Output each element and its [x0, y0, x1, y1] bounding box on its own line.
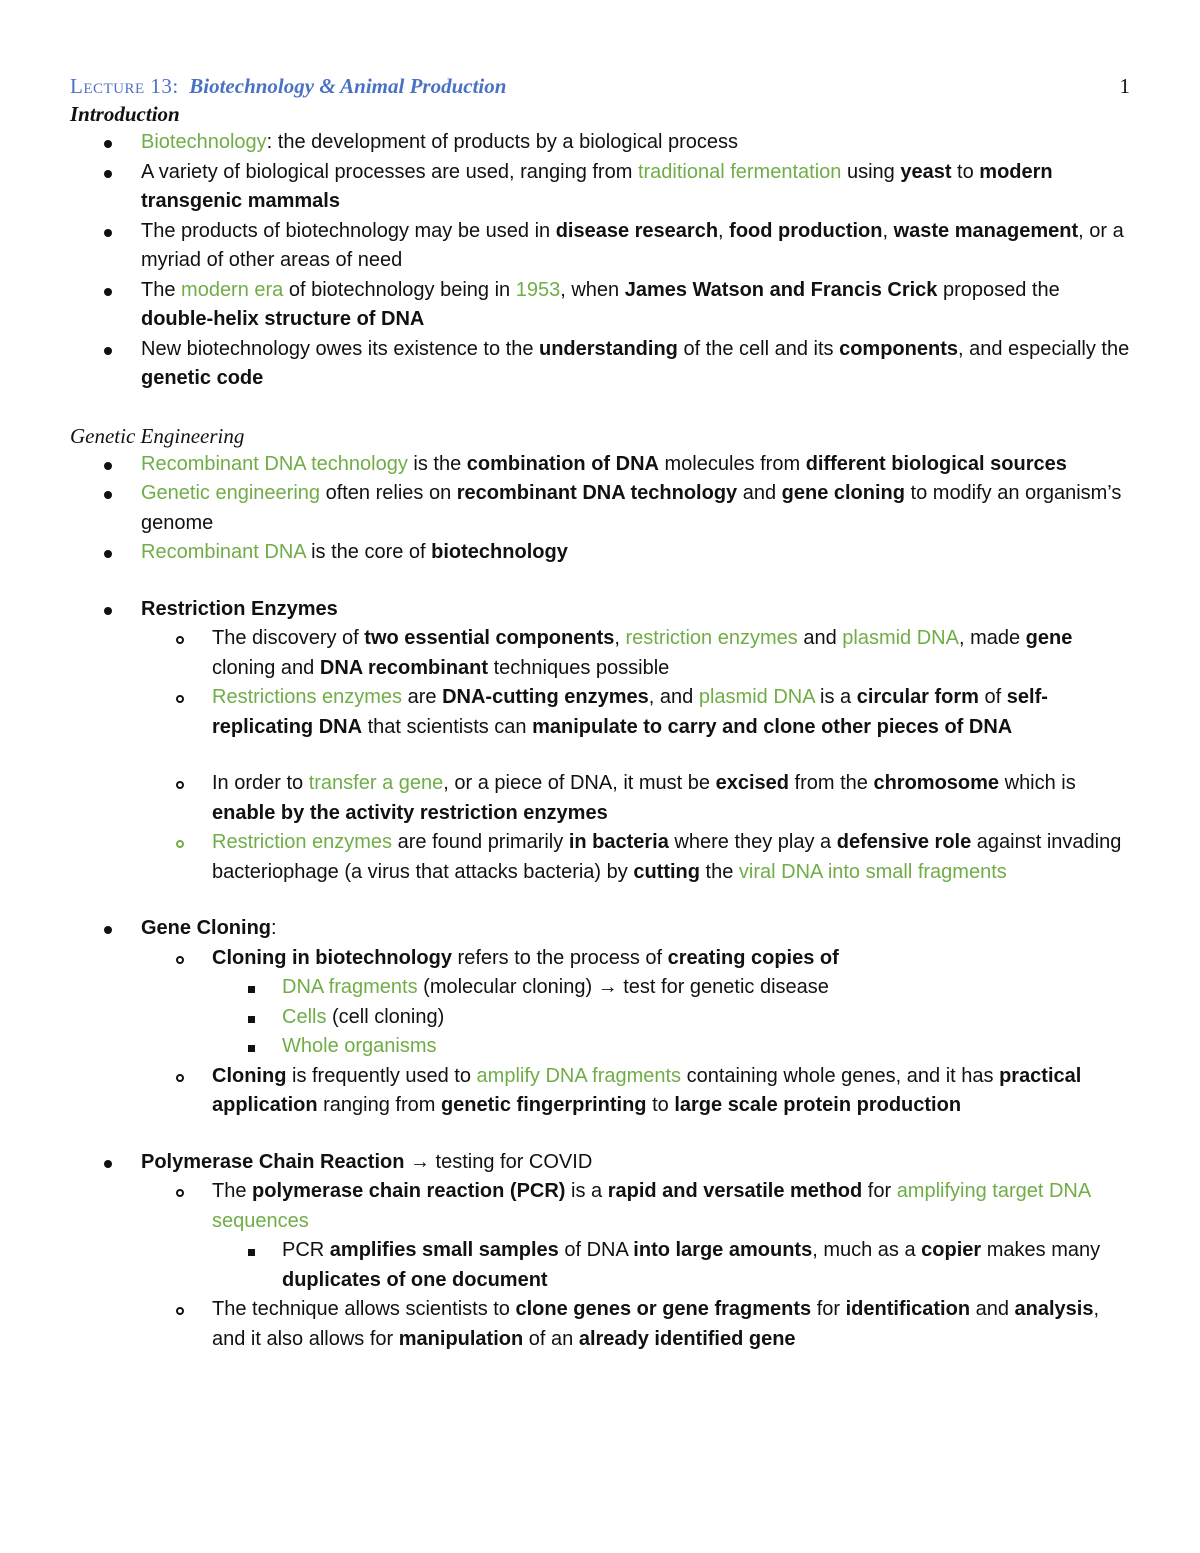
list-item: A variety of biological processes are used, ranging from traditional fermentation using yeast to modern transgenic mammals	[70, 158, 1130, 217]
list-item: In order to transfer a gene, or a piece of DNA, it must be excised from the chromosome which is enable by the activity restriction enzymes	[70, 769, 1130, 828]
list-item: Recombinant DNA technology is the combination of DNA molecules from different biological sources	[70, 450, 1130, 480]
pcr-detail-sublist	[70, 1236, 1130, 1295]
cloning-types-sublist	[70, 973, 1130, 1062]
circle-bullet-icon	[176, 944, 184, 974]
bullet-icon	[104, 1148, 112, 1178]
list-item: Restrictions enzymes are DNA-cutting enzymes, and plasmid DNA is a circular form of self-replicating DNA that scientists can manipulate to carry and clone other pieces of DNA	[70, 683, 1130, 742]
circle-bullet-icon	[176, 683, 184, 713]
restriction-enzymes-sublist	[70, 624, 1130, 887]
list-item: Gene Cloning: Cloning in biotechnology refers to the process of creating copies of DNA fragments (molecular cloning) → test for genetic disease Cells (cell cloning) Whole organisms Cloning is frequently used to amplify DNA fragments containing whole genes, and it has practical application ranging from genetic fingerprinting to large scale protein production	[70, 914, 1130, 1121]
lecture-label: Lecture 13:	[70, 74, 179, 98]
circle-bullet-icon	[176, 1177, 184, 1207]
lecture-title	[70, 72, 1130, 100]
list-item: DNA fragments (molecular cloning) → test for genetic disease	[70, 973, 1130, 1003]
introduction-list	[70, 128, 1130, 394]
genetic-engineering-list	[70, 450, 1130, 568]
bullet-icon	[104, 914, 112, 944]
square-bullet-icon	[248, 1032, 255, 1062]
list-item: Genetic engineering often relies on recombinant DNA technology and gene cloning to modify an organism’s genome	[70, 479, 1130, 538]
circle-bullet-icon	[176, 1295, 184, 1325]
bullet-icon	[104, 217, 112, 247]
list-item: Biotechnology: the development of products by a biological process	[70, 128, 1130, 158]
page-number: 1	[1119, 74, 1130, 98]
spacer	[70, 568, 1130, 595]
list-item: PCR amplifies small samples of DNA into large amounts, much as a copier makes many duplicates of one document	[70, 1236, 1130, 1295]
lecture-subtitle: Biotechnology & Animal Production	[189, 74, 507, 98]
list-item: Restriction enzymes are found primarily in bacteria where they play a defensive role against invading bacteriophage (a virus that attacks bacteria) by cutting the viral DNA into small fragments	[70, 828, 1130, 887]
spacer	[70, 742, 1130, 769]
section-heading-introduction: Introduction	[70, 102, 180, 126]
restriction-enzymes-list	[70, 595, 1130, 888]
list-item: Cloning in biotechnology refers to the process of creating copies of DNA fragments (molecular cloning) → test for genetic disease Cells (cell cloning) Whole organisms	[70, 944, 1130, 1062]
section-heading-genetic-engineering: Genetic Engineering	[70, 423, 245, 448]
pcr-list	[70, 1148, 1130, 1355]
list-item: New biotechnology owes its existence to the understanding of the cell and its components, and especially the genetic code	[70, 335, 1130, 394]
list-item: Whole organisms	[70, 1032, 1130, 1062]
circle-bullet-icon	[176, 769, 184, 799]
bullet-icon	[104, 538, 112, 568]
list-item: The products of biotechnology may be used in disease research, food production, waste management, or a myriad of other areas of need	[70, 217, 1130, 276]
gene-cloning-list	[70, 914, 1130, 1121]
list-item: Cloning is frequently used to amplify DNA fragments containing whole genes, and it has practical application ranging from genetic fingerprinting to large scale protein production	[70, 1062, 1130, 1121]
bullet-icon	[104, 128, 112, 158]
circle-bullet-icon	[176, 624, 184, 654]
pcr-sublist	[70, 1177, 1130, 1354]
bullet-icon	[104, 276, 112, 306]
list-item: The discovery of two essential components, restriction enzymes and plasmid DNA, made gene cloning and DNA recombinant techniques possible	[70, 624, 1130, 683]
gene-cloning-sublist	[70, 944, 1130, 1121]
bullet-icon	[104, 479, 112, 509]
list-item: Polymerase Chain Reaction → testing for COVID The polymerase chain reaction (PCR) is a rapid and versatile method for amplifying target DNA sequences PCR amplifies small samples of DNA into large amounts, much as a copier makes many duplicates of one document The technique allows scientists to clone genes or gene fragments for identification and analysis, and it also allows for manipulation of an already identified gene	[70, 1148, 1130, 1355]
bullet-icon	[104, 158, 112, 188]
list-item: Restriction Enzymes The discovery of two essential components, restriction enzymes and plasmid DNA, made gene cloning and DNA recombinant techniques possible Restrictions enzymes are DNA-cutting enzymes, and plasmid DNA is a circular form of self-replicating DNA that scientists can manipulate to carry and clone other pieces of DNA In order to transfer a gene, or a piece of DNA, it must be excised from the chromosome which is enable by the activity restriction enzymes Restriction enzymes are found primarily in bacteria where they play a defensive role against invading bacteriophage (a virus that attacks bacteria) by cutting the viral DNA into small fragments	[70, 595, 1130, 888]
list-item: The polymerase chain reaction (PCR) is a rapid and versatile method for amplifying target DNA sequences PCR amplifies small samples of DNA into large amounts, much as a copier makes many duplicates of one document	[70, 1177, 1130, 1295]
list-item: Recombinant DNA is the core of biotechnology	[70, 538, 1130, 568]
bullet-icon	[104, 450, 112, 480]
list-item: Cells (cell cloning)	[70, 1003, 1130, 1033]
circle-bullet-icon	[176, 1062, 184, 1092]
square-bullet-icon	[248, 973, 255, 1003]
square-bullet-icon	[248, 1236, 255, 1266]
bullet-icon	[104, 595, 112, 625]
spacer	[70, 1121, 1130, 1148]
list-item: The technique allows scientists to clone genes or gene fragments for identification and analysis, and it also allows for manipulation of an already identified gene	[70, 1295, 1130, 1354]
circle-bullet-icon	[176, 828, 184, 858]
bullet-icon	[104, 335, 112, 365]
list-item: The modern era of biotechnology being in 1953, when James Watson and Francis Crick proposed the double-helix structure of DNA	[70, 276, 1130, 335]
page-header	[70, 72, 1130, 100]
spacer	[70, 887, 1130, 914]
square-bullet-icon	[248, 1003, 255, 1033]
